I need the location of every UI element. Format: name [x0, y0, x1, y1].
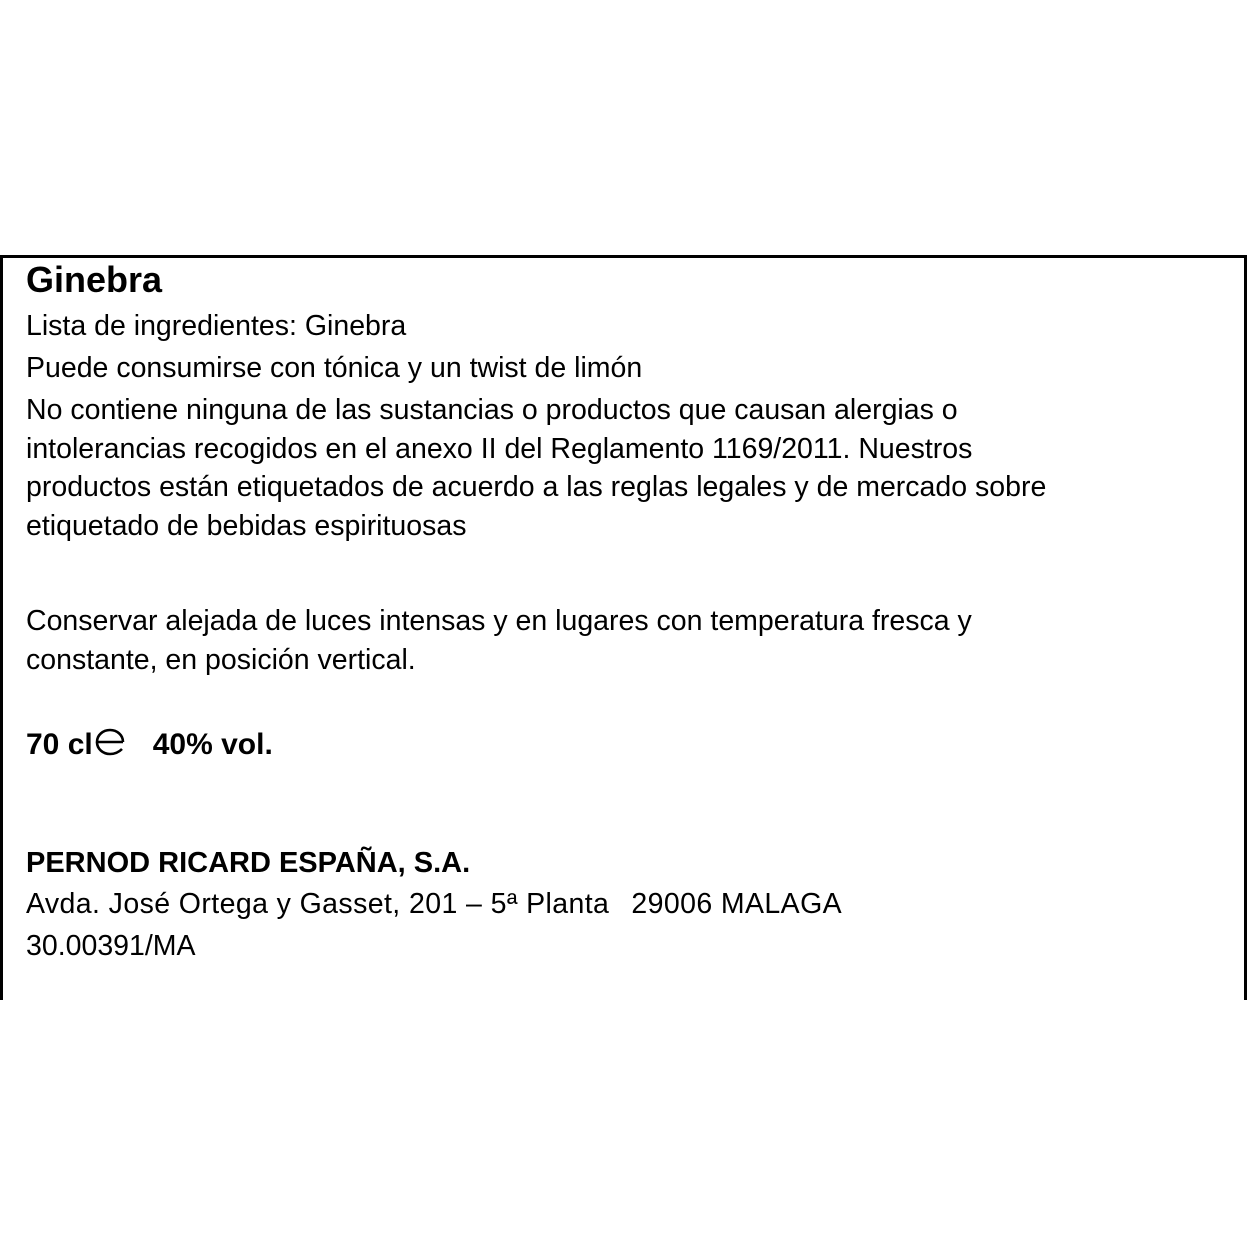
abv-text: 40% vol. [152, 728, 273, 761]
volume-text: 70 cl [26, 728, 93, 761]
allergens-line: intolerancias recogidos en el anexo II del Reglamento 1169/2011. Nuestros [26, 432, 973, 465]
address-row [26, 884, 842, 924]
storage-paragraph [26, 602, 1226, 679]
ingredients-text: Lista de ingredientes: Ginebra [26, 310, 407, 342]
e-mark-icon [93, 727, 127, 757]
address-street: Avda. José Ortega y Gasset, 201 – 5ª Planta [26, 888, 610, 920]
product-name: Ginebra [26, 259, 163, 300]
serving-suggestion-text: Puede consumirse con tónica y un twist de limón [26, 352, 643, 384]
storage-line: constante, en posición vertical. [26, 643, 416, 676]
volume-row [26, 725, 273, 765]
allergens-paragraph [26, 391, 1226, 545]
allergens-line: etiquetado de bebidas espirituosas [26, 509, 467, 542]
registry-number: 30.00391/MA [26, 930, 196, 962]
storage-line: Conservar alejada de luces intensas y en lugares con temperatura fresca y [26, 605, 972, 637]
address-city: 29006 MALAGA [631, 888, 843, 920]
allergens-line: productos están etiquetados de acuerdo a las reglas legales y de mercado sobre [26, 471, 1047, 503]
allergens-line: No contiene ninguna de las sustancias o productos que causan alergias o [26, 394, 958, 426]
company-name: PERNOD RICARD ESPAÑA, S.A. [26, 847, 471, 879]
